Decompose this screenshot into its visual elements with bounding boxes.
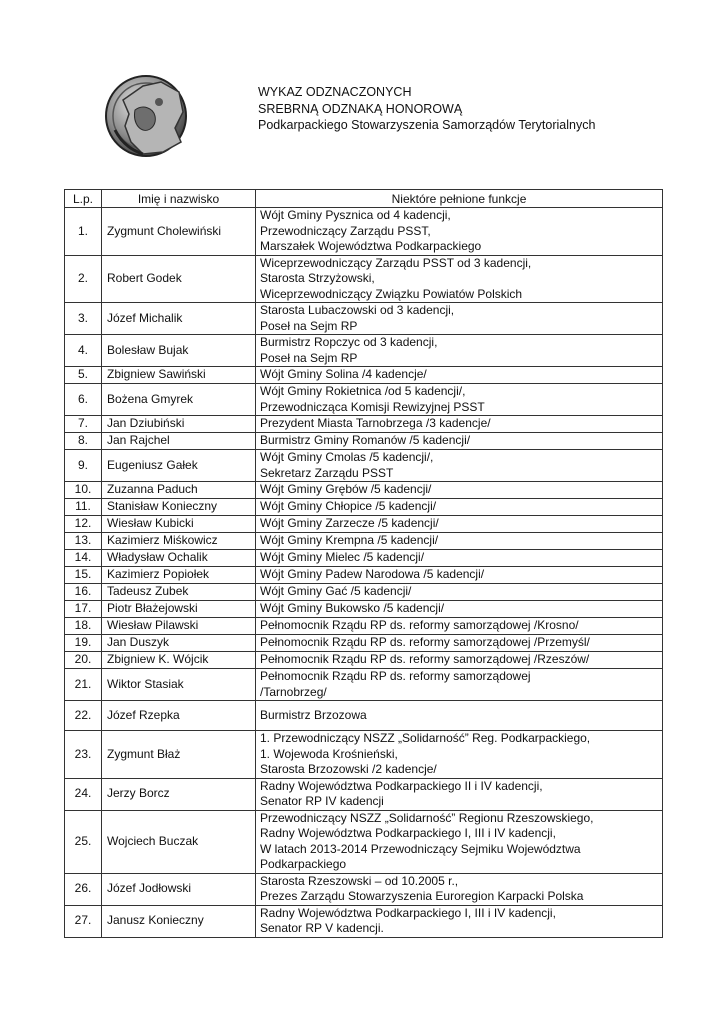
function-line: Wiceprzewodniczący Zarządu PSST od 3 kadencji, — [260, 255, 532, 270]
function-line: Wójt Gminy Krempna /5 kadencji/ — [260, 533, 439, 548]
row-number: 7. — [65, 416, 102, 433]
function-line: 1. Wojewoda Krośnieński, — [260, 746, 398, 761]
honoree-functions — [256, 652, 663, 669]
honoree-name: Eugeniusz Gałek — [102, 450, 256, 482]
row-number: 6. — [65, 384, 102, 416]
honoree-functions — [256, 335, 663, 367]
function-line: Przewodniczący NSZZ „Solidarność” Regionu Rzeszowskiego, — [260, 810, 594, 825]
column-header-functions: Niektóre pełnione funkcje — [256, 190, 663, 208]
honoree-name: Józef Rzepka — [102, 701, 256, 731]
function-line: Marszałek Województwa Podkarpackiego — [260, 239, 482, 253]
function-line: Wójt Gminy Pysznica od 4 kadencji, — [260, 208, 451, 222]
row-number: 20. — [65, 652, 102, 669]
table-row — [65, 601, 663, 618]
table-header-row — [65, 190, 663, 208]
honoree-functions — [256, 669, 663, 701]
honoree-name: Jerzy Borcz — [102, 778, 256, 810]
honoree-functions — [256, 731, 663, 779]
table-row — [65, 701, 663, 731]
header-title-line-3: Podkarpackiego Stowarzyszenia Samorządów Terytorialnych — [258, 118, 596, 132]
function-line: Starosta Rzeszowski – od 10.2005 r., — [260, 873, 459, 888]
column-header-name: Imię i nazwisko — [102, 190, 256, 208]
row-number: 22. — [65, 701, 102, 731]
table-row — [65, 652, 663, 669]
honoree-name: Józef Jodłowski — [102, 873, 256, 905]
function-line: /Tarnobrzeg/ — [260, 684, 327, 699]
honoree-functions — [256, 533, 663, 550]
row-number: 4. — [65, 335, 102, 367]
table-row — [65, 873, 663, 905]
function-line: Starosta Lubaczowski od 3 kadencji, — [260, 303, 455, 317]
table-row — [65, 208, 663, 256]
honoree-name: Bożena Gmyrek — [102, 384, 256, 416]
row-number: 26. — [65, 873, 102, 905]
honoree-name: Bolesław Bujak — [102, 335, 256, 367]
row-number: 5. — [65, 367, 102, 384]
row-number: 9. — [65, 450, 102, 482]
honoree-name: Kazimierz Popiołek — [102, 567, 256, 584]
honoree-name: Władysław Ochalik — [102, 550, 256, 567]
function-line: Pełnomocnik Rządu RP ds. reformy samorządowej /Krosno/ — [260, 618, 579, 633]
honoree-name: Wiesław Pilawski — [102, 618, 256, 635]
honoree-name: Kazimierz Miśkowicz — [102, 533, 256, 550]
row-number: 13. — [65, 533, 102, 550]
function-line: Prezes Zarządu Stowarzyszenia Euroregion Karpacki Polska — [260, 889, 584, 903]
honoree-name: Józef Michalik — [102, 303, 256, 335]
honoree-functions — [256, 450, 663, 482]
function-line: Pełnomocnik Rządu RP ds. reformy samorządowej — [260, 669, 531, 683]
function-line: 1. Przewodniczący NSZZ „Solidarność” Reg. Podkarpackiego, — [260, 731, 591, 745]
function-line: Radny Województwa Podkarpackiego II i IV kadencji, — [260, 778, 543, 793]
row-number: 11. — [65, 499, 102, 516]
honoree-functions — [256, 584, 663, 601]
table-row — [65, 778, 663, 810]
header-title-line-1: WYKAZ ODZNACZONYCH — [258, 85, 412, 99]
honoree-functions — [256, 618, 663, 635]
honoree-functions — [256, 810, 663, 873]
honoree-functions — [256, 550, 663, 567]
table-row — [65, 499, 663, 516]
row-number: 27. — [65, 905, 102, 937]
function-line: Pełnomocnik Rządu RP ds. reformy samorządowej /Rzeszów/ — [260, 652, 590, 667]
table-row — [65, 618, 663, 635]
row-number: 17. — [65, 601, 102, 618]
table-row — [65, 516, 663, 533]
row-number: 3. — [65, 303, 102, 335]
association-badge-logo — [103, 70, 193, 160]
row-number: 24. — [65, 778, 102, 810]
honoree-functions — [256, 905, 663, 937]
honoree-name: Jan Rajchel — [102, 433, 256, 450]
table-row — [65, 416, 663, 433]
honoree-functions — [256, 416, 663, 433]
document-header — [258, 84, 595, 134]
function-line: Wiceprzewodniczący Związku Powiatów Polskich — [260, 286, 523, 301]
function-line: Wójt Gminy Mielec /5 kadencji/ — [260, 550, 425, 565]
honoree-functions — [256, 701, 663, 731]
row-number: 2. — [65, 255, 102, 303]
honoree-name: Piotr Błażejowski — [102, 601, 256, 618]
table-row — [65, 303, 663, 335]
honoree-name: Zbigniew Sawiński — [102, 367, 256, 384]
honoree-name: Wiesław Kubicki — [102, 516, 256, 533]
function-line: Wójt Gminy Padew Narodowa /5 kadencji/ — [260, 567, 485, 582]
function-line: Wójt Gminy Rokietnica /od 5 kadencji/, — [260, 384, 466, 398]
table-row — [65, 255, 663, 303]
table-row — [65, 731, 663, 779]
function-line: Starosta Strzyżowski, — [260, 271, 375, 285]
honoree-name: Zuzanna Paduch — [102, 482, 256, 499]
honoree-name: Tadeusz Zubek — [102, 584, 256, 601]
honoree-functions — [256, 516, 663, 533]
function-line: Senator RP V kadencji. — [260, 921, 384, 935]
honoree-name: Wojciech Buczak — [102, 810, 256, 873]
table-row — [65, 669, 663, 701]
table-row — [65, 550, 663, 567]
function-line: Starosta Brzozowski /2 kadencje/ — [260, 762, 437, 776]
honoree-functions — [256, 384, 663, 416]
table-row — [65, 635, 663, 652]
honoree-functions — [256, 303, 663, 335]
row-number: 15. — [65, 567, 102, 584]
honoree-functions — [256, 208, 663, 256]
honoree-name: Jan Duszyk — [102, 635, 256, 652]
function-line: Radny Województwa Podkarpackiego I, III i IV kadencji, — [260, 905, 556, 920]
row-number: 25. — [65, 810, 102, 873]
honoree-name: Stanisław Konieczny — [102, 499, 256, 516]
function-line: W latach 2013-2014 Przewodniczący Sejmiku Województwa Podkarpackiego — [260, 841, 581, 871]
honoree-name: Zygmunt Błaż — [102, 731, 256, 779]
honoree-functions — [256, 635, 663, 652]
table-row — [65, 567, 663, 584]
table-row — [65, 335, 663, 367]
function-line: Burmistrz Ropczyc od 3 kadencji, — [260, 335, 438, 349]
row-number: 12. — [65, 516, 102, 533]
honoree-functions — [256, 601, 663, 618]
honoree-name: Jan Dziubiński — [102, 416, 256, 433]
honoree-functions — [256, 482, 663, 499]
function-line: Wójt Gminy Grębów /5 kadencji/ — [260, 482, 432, 497]
function-line: Burmistrz Brzozowa — [260, 707, 367, 722]
honoree-name: Robert Godek — [102, 255, 256, 303]
table-row — [65, 450, 663, 482]
function-line: Wójt Gminy Solina /4 kadencje/ — [260, 367, 427, 382]
row-number: 8. — [65, 433, 102, 450]
function-line: Wójt Gminy Cmolas /5 kadencji/, — [260, 450, 434, 464]
row-number: 1. — [65, 208, 102, 256]
table-row — [65, 482, 663, 499]
honoree-name: Zygmunt Cholewiński — [102, 208, 256, 256]
function-line: Sekretarz Zarządu PSST — [260, 465, 394, 480]
function-line: Senator RP IV kadencji — [260, 794, 384, 808]
honoree-name: Janusz Konieczny — [102, 905, 256, 937]
table-row — [65, 905, 663, 937]
function-line: Wójt Gminy Bukowsko /5 kadencji/ — [260, 601, 445, 616]
column-header-lp: L.p. — [65, 190, 102, 208]
function-line: Radny Województwa Podkarpackiego I, III i IV kadencji, — [260, 826, 556, 840]
function-line: Poseł na Sejm RP — [260, 350, 358, 365]
honoree-name: Wiktor Stasiak — [102, 669, 256, 701]
function-line: Przewodniczący Zarządu PSST, — [260, 223, 431, 238]
function-line: Wójt Gminy Chłopice /5 kadencji/ — [260, 499, 437, 514]
table-row — [65, 367, 663, 384]
table-row — [65, 810, 663, 873]
honoree-functions — [256, 433, 663, 450]
row-number: 21. — [65, 669, 102, 701]
row-number: 16. — [65, 584, 102, 601]
table-row — [65, 533, 663, 550]
function-line: Wójt Gminy Gać /5 kadencji/ — [260, 584, 412, 599]
honoree-functions — [256, 255, 663, 303]
honoree-functions — [256, 567, 663, 584]
honoree-functions — [256, 499, 663, 516]
table-row — [65, 433, 663, 450]
honoree-functions — [256, 873, 663, 905]
honoree-name: Zbigniew K. Wójcik — [102, 652, 256, 669]
row-number: 14. — [65, 550, 102, 567]
row-number: 19. — [65, 635, 102, 652]
table-row — [65, 384, 663, 416]
row-number: 18. — [65, 618, 102, 635]
honorees-table — [64, 189, 663, 938]
row-number: 23. — [65, 731, 102, 779]
header-title-line-2: SREBRNĄ ODZNAKĄ HONOROWĄ — [258, 101, 463, 116]
honoree-functions — [256, 367, 663, 384]
function-line: Prezydent Miasta Tarnobrzega /3 kadencje/ — [260, 416, 491, 431]
function-line: Wójt Gminy Zarzecze /5 kadencji/ — [260, 516, 439, 531]
table-row — [65, 584, 663, 601]
function-line: Poseł na Sejm RP — [260, 318, 358, 333]
row-number: 10. — [65, 482, 102, 499]
honoree-functions — [256, 778, 663, 810]
table-body — [65, 208, 663, 938]
function-line: Pełnomocnik Rządu RP ds. reformy samorządowej /Przemyśl/ — [260, 635, 590, 650]
function-line: Przewodnicząca Komisji Rewizyjnej PSST — [260, 399, 485, 414]
function-line: Burmistrz Gminy Romanów /5 kadencji/ — [260, 433, 471, 448]
